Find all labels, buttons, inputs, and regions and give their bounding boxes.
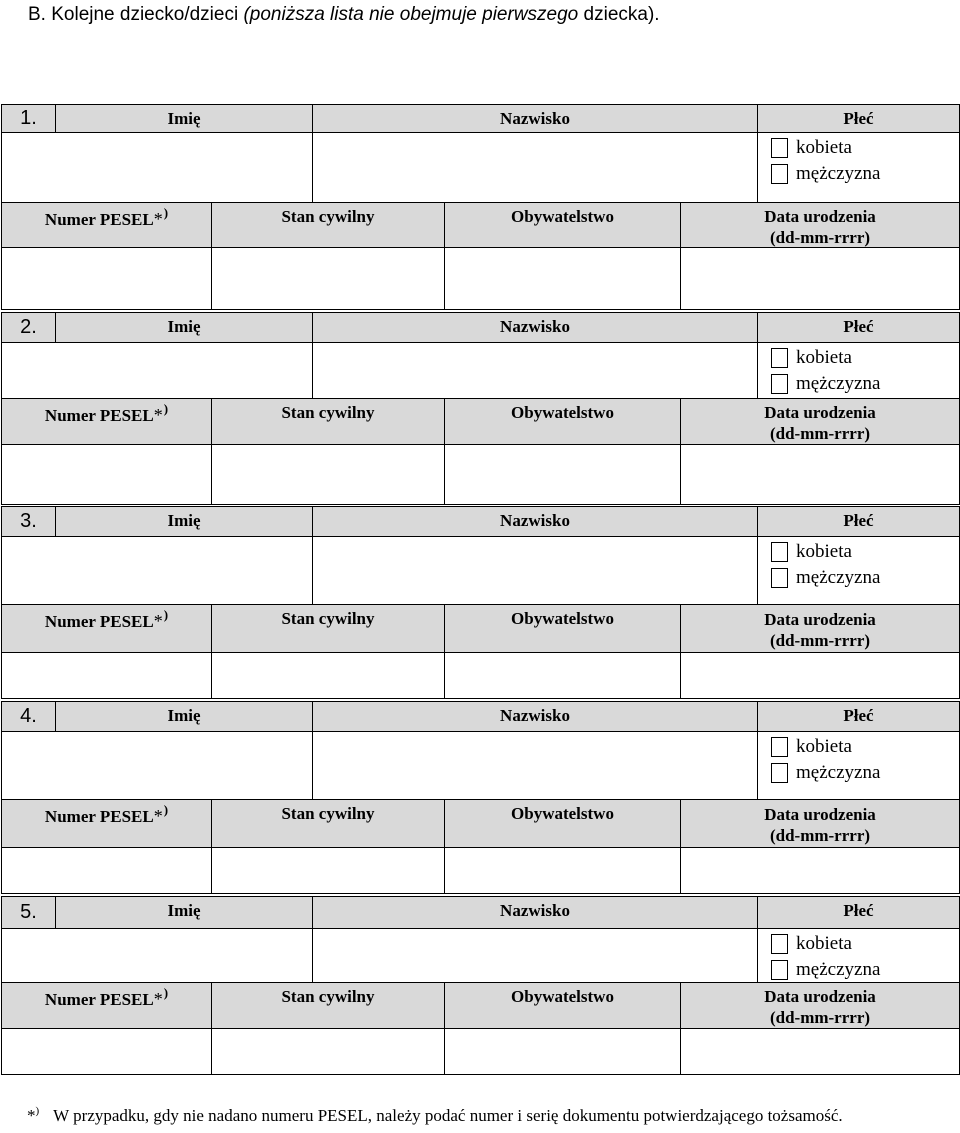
footnote-text: W przypadku, gdy nie nadano numeru PESEL, należy podać numer i serię dokumentu potwierdzającego tożsamość.	[53, 1106, 843, 1125]
surname-field[interactable]	[312, 928, 758, 983]
pesel-field[interactable]	[1, 247, 212, 310]
first-name-field[interactable]	[1, 928, 313, 983]
citizenship-field[interactable]	[444, 444, 681, 505]
pesel-label: Numer PESEL	[44, 807, 154, 826]
marital-status-header	[211, 398, 445, 445]
child-number	[1, 312, 56, 343]
citizenship-label: Obywatelstwo	[511, 804, 614, 823]
pesel-footnote-mark: )	[163, 802, 169, 817]
checkbox[interactable]	[771, 542, 788, 562]
birth-date-label: Data urodzenia	[764, 987, 876, 1006]
citizenship-header	[444, 398, 681, 445]
birth-date-format: (dd-mm-rrrr)	[769, 424, 871, 443]
birth-date-label: Data urodzenia	[764, 403, 876, 422]
surname-label: Nazwisko	[500, 706, 570, 725]
checkbox[interactable]	[771, 960, 788, 980]
surname-field[interactable]	[312, 731, 758, 800]
first-name-header	[55, 701, 313, 732]
first-name-field[interactable]	[1, 536, 313, 605]
marital-status-label: Stan cywilny	[281, 403, 375, 422]
child-number-text: 1.	[20, 107, 37, 129]
pesel-field[interactable]	[1, 444, 212, 505]
marital-status-field[interactable]	[211, 444, 445, 505]
checkbox[interactable]	[771, 138, 788, 158]
pesel-label: Numer PESEL	[44, 406, 154, 425]
marital-status-header	[211, 202, 445, 248]
child-number-text: 3.	[20, 510, 37, 532]
gender-options	[757, 342, 960, 399]
birth-date-header	[680, 398, 960, 445]
checkbox[interactable]	[771, 934, 788, 954]
gender-male-option[interactable]	[771, 567, 880, 589]
citizenship-field[interactable]	[444, 1028, 681, 1075]
child-number	[1, 896, 56, 929]
marital-status-field[interactable]	[211, 247, 445, 310]
surname-field[interactable]	[312, 342, 758, 399]
pesel-label: Numer PESEL	[44, 210, 154, 229]
gender-header	[757, 104, 960, 133]
birth-date-field[interactable]	[680, 1028, 960, 1075]
citizenship-header	[444, 799, 681, 848]
pesel-label: Numer PESEL	[44, 612, 154, 631]
first-name-label: Imię	[167, 511, 201, 530]
marital-status-label: Stan cywilny	[281, 987, 375, 1006]
birth-date-field[interactable]	[680, 847, 960, 894]
pesel-field[interactable]	[1, 1028, 212, 1075]
birth-date-field[interactable]	[680, 247, 960, 310]
marital-status-header	[211, 982, 445, 1029]
birth-date-header	[680, 799, 960, 848]
citizenship-header	[444, 604, 681, 653]
pesel-footnote-mark: )	[163, 205, 169, 220]
citizenship-header	[444, 982, 681, 1029]
heading-prefix: B. Kolejne dziecko/dzieci	[28, 4, 244, 25]
gender-male-option[interactable]	[771, 163, 880, 185]
pesel-header	[1, 202, 212, 248]
gender-label: Płeć	[843, 511, 874, 530]
gender-header	[757, 701, 960, 732]
child-number-text: 4.	[20, 705, 37, 727]
surname-header	[312, 701, 758, 732]
birth-date-format: (dd-mm-rrrr)	[769, 826, 871, 845]
section-heading	[28, 4, 660, 26]
gender-female-option[interactable]	[771, 933, 852, 955]
footnote	[27, 1106, 843, 1126]
gender-options	[757, 731, 960, 800]
citizenship-label: Obywatelstwo	[511, 987, 614, 1006]
child-number-text: 2.	[20, 316, 37, 338]
surname-label: Nazwisko	[500, 901, 570, 920]
pesel-field[interactable]	[1, 847, 212, 894]
birth-date-label: Data urodzenia	[764, 206, 876, 226]
checkbox-label: kobieta	[796, 736, 852, 757]
gender-header	[757, 896, 960, 929]
marital-status-header	[211, 799, 445, 848]
gender-label: Płeć	[843, 901, 874, 920]
gender-options	[757, 132, 960, 203]
child-number	[1, 104, 56, 133]
gender-options	[757, 928, 960, 983]
checkbox-label: mężczyzna	[796, 163, 881, 184]
first-name-field[interactable]	[1, 731, 313, 800]
gender-female-option[interactable]	[771, 736, 852, 758]
marital-status-label: Stan cywilny	[281, 804, 375, 823]
first-name-label: Imię	[167, 109, 201, 128]
marital-status-field[interactable]	[211, 652, 445, 699]
surname-field[interactable]	[312, 536, 758, 605]
gender-male-option[interactable]	[771, 373, 880, 395]
pesel-star: *	[153, 209, 163, 229]
child-number	[1, 506, 56, 537]
first-name-field[interactable]	[1, 342, 313, 399]
checkbox-label: mężczyzna	[796, 567, 881, 588]
child-number	[1, 701, 56, 732]
first-name-label: Imię	[167, 706, 201, 725]
surname-label: Nazwisko	[500, 511, 570, 530]
pesel-footnote-mark: )	[163, 985, 169, 1000]
marital-status-header	[211, 604, 445, 653]
pesel-star: *	[153, 989, 163, 1009]
checkbox-label: mężczyzna	[796, 959, 881, 980]
citizenship-field[interactable]	[444, 247, 681, 310]
checkbox[interactable]	[771, 374, 788, 394]
surname-header	[312, 312, 758, 343]
pesel-header	[1, 398, 212, 445]
gender-header	[757, 506, 960, 537]
pesel-star: *	[153, 405, 163, 425]
heading-suffix: dziecka).	[578, 4, 660, 25]
marital-status-field[interactable]	[211, 847, 445, 894]
checkbox[interactable]	[771, 737, 788, 757]
checkbox-label: kobieta	[796, 541, 852, 562]
birth-date-header	[680, 982, 960, 1029]
first-name-header	[55, 896, 313, 929]
first-name-label: Imię	[167, 901, 201, 920]
birth-date-header	[680, 604, 960, 653]
gender-label: Płeć	[843, 706, 874, 725]
checkbox-label: mężczyzna	[796, 762, 881, 783]
marital-status-field[interactable]	[211, 1028, 445, 1075]
gender-female-option[interactable]	[771, 137, 852, 159]
checkbox-label: kobieta	[796, 347, 852, 368]
checkbox-label: kobieta	[796, 137, 852, 158]
pesel-star: *	[153, 611, 163, 631]
birth-date-format: (dd-mm-rrrr)	[769, 631, 871, 650]
checkbox[interactable]	[771, 763, 788, 783]
surname-header	[312, 506, 758, 537]
citizenship-field[interactable]	[444, 847, 681, 894]
first-name-header	[55, 506, 313, 537]
surname-header	[312, 896, 758, 929]
citizenship-label: Obywatelstwo	[511, 609, 614, 628]
checkbox-label: mężczyzna	[796, 373, 881, 394]
surname-header	[312, 104, 758, 133]
first-name-field[interactable]	[1, 132, 313, 203]
heading-italic: (poniższa lista nie obejmuje pierwszego	[243, 4, 579, 25]
pesel-header	[1, 799, 212, 848]
gender-male-option[interactable]	[771, 959, 880, 981]
birth-date-field[interactable]	[680, 444, 960, 505]
birth-date-field[interactable]	[680, 652, 960, 699]
birth-date-format: (dd-mm-rrrr)	[769, 1008, 871, 1027]
first-name-header	[55, 312, 313, 343]
pesel-footnote-mark: )	[163, 401, 169, 416]
gender-options	[757, 536, 960, 605]
birth-date-header	[680, 202, 960, 248]
marital-status-label: Stan cywilny	[281, 609, 375, 628]
gender-label: Płeć	[843, 317, 874, 336]
gender-female-option[interactable]	[771, 347, 852, 369]
birth-date-label: Data urodzenia	[764, 805, 876, 824]
citizenship-label: Obywatelstwo	[511, 403, 614, 422]
pesel-label: Numer PESEL	[44, 990, 154, 1009]
footnote-paren: )	[35, 1105, 40, 1117]
pesel-field[interactable]	[1, 652, 212, 699]
pesel-star: *	[153, 806, 163, 826]
gender-header	[757, 312, 960, 343]
birth-date-format: (dd-mm-rrrr)	[769, 227, 871, 247]
marital-status-label: Stan cywilny	[281, 207, 375, 226]
surname-label: Nazwisko	[500, 109, 570, 128]
pesel-header	[1, 604, 212, 653]
surname-field[interactable]	[312, 132, 758, 203]
citizenship-field[interactable]	[444, 652, 681, 699]
pesel-header	[1, 982, 212, 1029]
citizenship-header	[444, 202, 681, 248]
checkbox-label: kobieta	[796, 933, 852, 954]
surname-label: Nazwisko	[500, 317, 570, 336]
citizenship-label: Obywatelstwo	[511, 207, 614, 226]
first-name-label: Imię	[167, 317, 201, 336]
gender-label: Płeć	[843, 109, 874, 128]
first-name-header	[55, 104, 313, 133]
checkbox[interactable]	[771, 568, 788, 588]
birth-date-label: Data urodzenia	[764, 610, 876, 629]
checkbox[interactable]	[771, 164, 788, 184]
pesel-footnote-mark: )	[163, 607, 169, 622]
checkbox[interactable]	[771, 348, 788, 368]
gender-male-option[interactable]	[771, 762, 880, 784]
child-number-text: 5.	[20, 901, 37, 923]
footnote-star: *	[27, 1106, 36, 1125]
gender-female-option[interactable]	[771, 541, 852, 563]
